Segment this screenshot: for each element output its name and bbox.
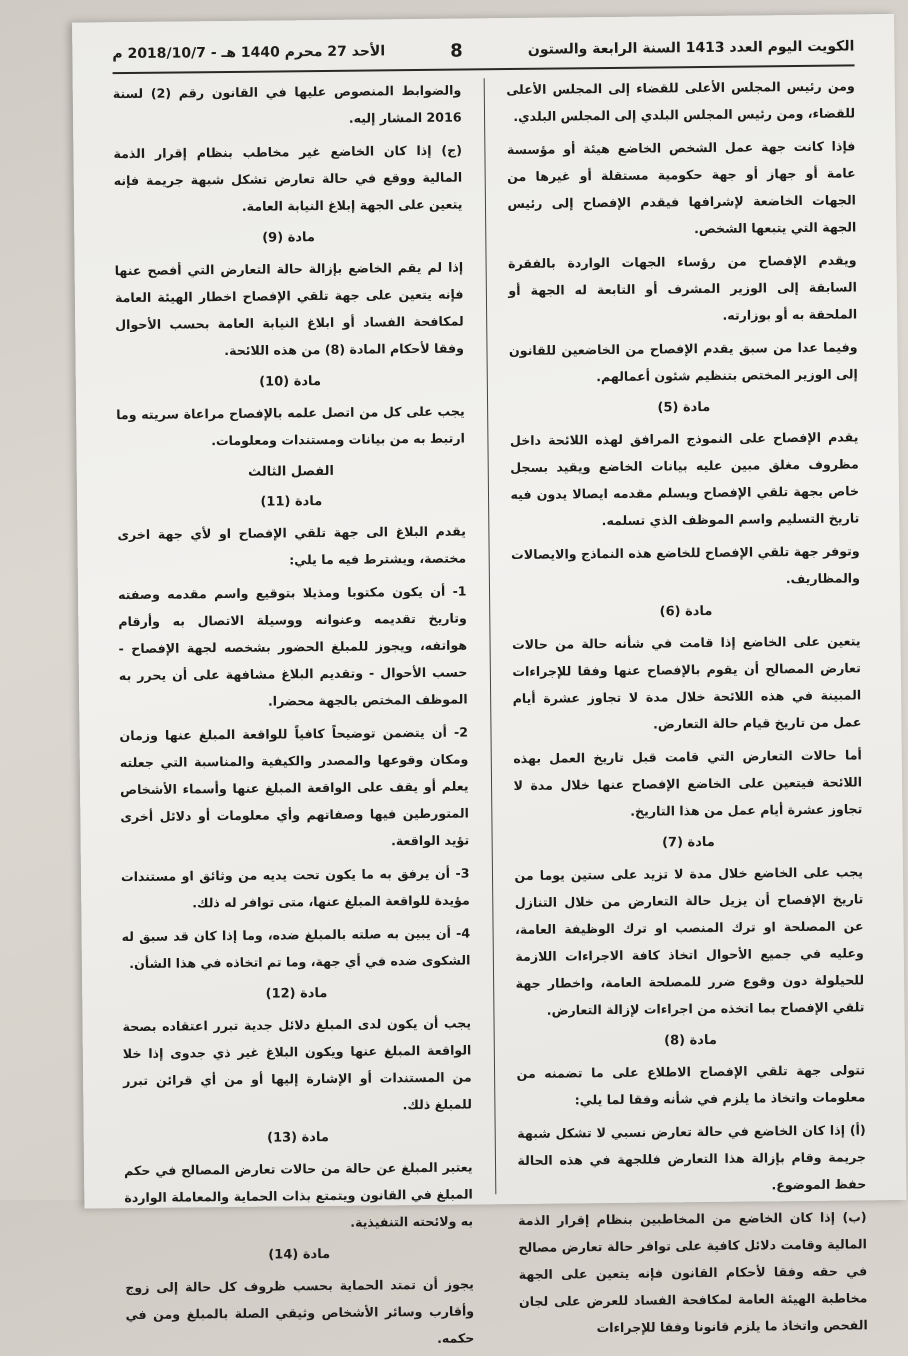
text-columns: [112, 72, 868, 1346]
article-heading: الفصل الثالث: [248, 463, 334, 480]
paragraph: وتوفر جهة تلقي الإفصاح للخاضع هذه النماذج والايصالات والمظاريف.: [511, 543, 860, 587]
paragraph: وفيما عدا من سبق يقدم الإفصاح من الخاضعين للقانون إلى الوزير المختص بتنظيم شئون أعمالهم.: [508, 339, 858, 385]
paragraph: 1- أن يكون مكتوبا ومذيلا بتوقيع واسم مقدمه وصفته وتاريخ تقديمه وعنوانه ووسيلة الاتصال به وأرقام هواتفه، ويجوز للمبلغ الحضور بشخصه لجهة الإفصاح - حسب الأحوال - وتقديم البلاغ مشافهة على أن يحرر به الموظف المختص بالجهة محضرا.: [117, 583, 468, 709]
paragraph: يجب على الخاضع خلال مدة لا تزيد على ستين يوما من تاريخ الإفصاح أن يزيل حالة التعارض من خلال التنازل عن المصلحة او ترك المنصب او ترك الوظيفة العامة، وعليه في جميع الأحوال اتخاذ كافة الاجراءات اللازمة للحيلولة دون وقوع ضرر للمصلحة العامة، واخطار جهة تلقي الإفصاح بما اتخذه من اجراءات لإزالة التعارض.: [514, 864, 865, 1018]
paragraph: 2- أن يتضمن توضيحاً كافياً للواقعة المبلغ عنها وزمان ومكان وقوعها والمصدر والكيفية والمناسبة التي جعلته يعلم أو يقف على الواقعة المبلغ عنها وأسماء الأشخاص المتورطين فيها وصفاتهم وأي معلومات أو دلائل أخرى تؤيد الواقعة.: [119, 724, 470, 849]
paragraph: فإذا كانت جهة عمل الشخص الخاضع هيئة أو مؤسسة عامة أو جهاز أو جهة حكومية مستقلة أو غيرها من الجهات الخاضعة لإشرافها فيقدم الإفصاح إلى رئيس الجهة التي يتبعها الشخص.: [506, 138, 857, 237]
paragraph: يجوز أن تمتد الحماية بحسب ظروف كل حالة إلى زوج وأقارب وسائر الأشخاص وثيقي الصلة بالمبلغ ومن في حكمه.: [125, 1276, 475, 1346]
page-number: 8: [450, 40, 463, 62]
paragraph: أما حالات التعارض التي قامت قبل تاريخ العمل بهذه اللائحة فيتعين على الخاضع الإفصاح عنها خلال مدة لا تجاوز عشرة أيام عمل من هذا التاريخ.: [513, 747, 863, 819]
article-heading: مادة (9): [262, 230, 316, 246]
header-date: الأحد 27 محرم 1440 هـ - 2018/10/7 م: [112, 43, 386, 63]
right-column: [506, 72, 868, 1336]
paragraph: ويقدم الإفصاح من رؤساء الجهات الواردة بالفقرة السابقة إلى الوزير المشرف أو التابعة له الجهة أو الملحقة به أو بوزارته.: [508, 252, 858, 323]
paragraph: يجب أن يكون لدى المبلغ دلائل جدية تبرر اعتقاده بصحة الواقعة المبلغ عنها ويكون البلاغ غير ذي جدوى إذا خلا من المستندات أو الإشارة إليها أو من أي قرائن تبرر للمبلغ ذلك.: [122, 1015, 472, 1113]
paragraph: يقدم البلاغ الى جهة تلقي الإفصاح او لأي جهة اخرى مختصة، ويشترط فيه ما يلي:: [117, 523, 467, 568]
paragraph: (ج) إذا كان الخاضع غير مخاطب بنظام إقرار الذمة المالية ووقع في حالة تعارض تشكل شبهة جريمة فإنه يتعين على الجهة إبلاغ النيابة العامة.: [113, 142, 463, 214]
paragraph: (ب) إذا كان الخاضع من المخاطبين بنظام إقرار الذمة المالية وقامت دلائل كافية على توافر حالة تعارض مصالح في حقه وفقا لأحكام القانون فإنه يتعين على الجهة مخاطبة الهيئة العامة لمكافحة الفساد للعرض على لجان الفحص واتخاذ ما يلزم قانونا وفقا للإجراءات: [518, 1209, 868, 1336]
paragraph: (أ) إذا كان الخاضع في حالة تعارض نسبي لا تشكل شبهة جريمة وقام بإزالة هذا التعارض فللجهة في هذه الحالة حفظ الموضوع.: [517, 1122, 867, 1193]
paragraph: 3- أن يرفق به ما يكون تحت يديه من وثائق او مستندات مؤيدة للواقعة المبلغ عنها، متى توافر له ذلك.: [120, 865, 470, 911]
paragraph: يتعين على الخاضع إذا قامت في شأنه حالة من حالات تعارض المصالح أن يقوم بالإفصاح عنها وفقا للإجراءات المبينة في هذه اللائحة خلال مدة لا تجاوز عشرة أيام عمل من تاريخ قيام حالة التعارض.: [512, 633, 862, 732]
paragraph: 4- أن يبين به صلته بالمبلغ ضده، وما إذا كان قد سبق له الشكوى ضده في أي جهة، وما تم اتخاذه في هذا الشأن.: [121, 925, 471, 972]
paragraph: ومن رئيس المجلس الأعلى للقضاء إلى المجلس الأعلى للقضاء، ومن رئيس المجلس البلدي إلى المجلس البلدي.: [506, 78, 856, 124]
article-heading: مادة (14): [268, 1246, 331, 1263]
paragraph: والضوابط المنصوص عليها في القانون رقم (2) لسنة 2016 المشار إليه.: [112, 82, 462, 126]
header-issue-info: الكويت اليوم العدد 1413 السنة الرابعة والستون: [527, 38, 855, 58]
column-divider: [483, 78, 496, 1194]
article-heading: مادة (12): [265, 985, 328, 1002]
article-heading: مادة (7): [661, 834, 715, 851]
article-heading: مادة (11): [260, 494, 323, 510]
paragraph: تتولى جهة تلقي الإفصاح الاطلاع على ما تضمنه من معلومات واتخاذ ما يلزم في شأنه وفقا لما يلي:: [516, 1062, 866, 1108]
paragraph: يعتبر المبلغ عن حالة من حالات تعارض المصالح في حكم المبلغ في القانون ويتمتع بذات الحماية والمعاملة الواردة به ولائحته التنفيذية.: [123, 1159, 474, 1230]
article-heading: مادة (10): [259, 374, 322, 390]
newspaper-page: [72, 14, 906, 1346]
paragraph: يجب على كل من اتصل علمه بالإفصاح مراعاة سريته وما ارتبط به من بيانات ومستندات ومعلومات.: [116, 403, 465, 449]
article-heading: مادة (5): [657, 399, 711, 416]
page-header: [112, 28, 854, 74]
article-heading: مادة (8): [664, 1032, 717, 1049]
article-heading: مادة (6): [659, 603, 713, 620]
paragraph: إذا لم يقم الخاضع بإزالة حالة التعارض التي أفصح عنها فإنه يتعين على جهة تلقي الإفصاح اخطار الهيئة العامة لمكافحة الفساد أو ابلاغ النيابة العامة بحسب الأحوال وفقا لأحكام المادة (8) من هذه اللائحة.: [114, 259, 465, 359]
article-heading: مادة (13): [267, 1129, 329, 1146]
left-column: [112, 77, 475, 1346]
paragraph: يقدم الإفصاح على النموذج المرافق لهذه اللائحة داخل مظروف مغلق مبين عليه بيانات الخاضع ويقيد بسجل خاص بجهة تلقي الإفصاح ويسلم مقدمه ايصالا يدون فيه تاريخ التسليم واسم الموظف الذي تسلمه.: [509, 429, 860, 529]
